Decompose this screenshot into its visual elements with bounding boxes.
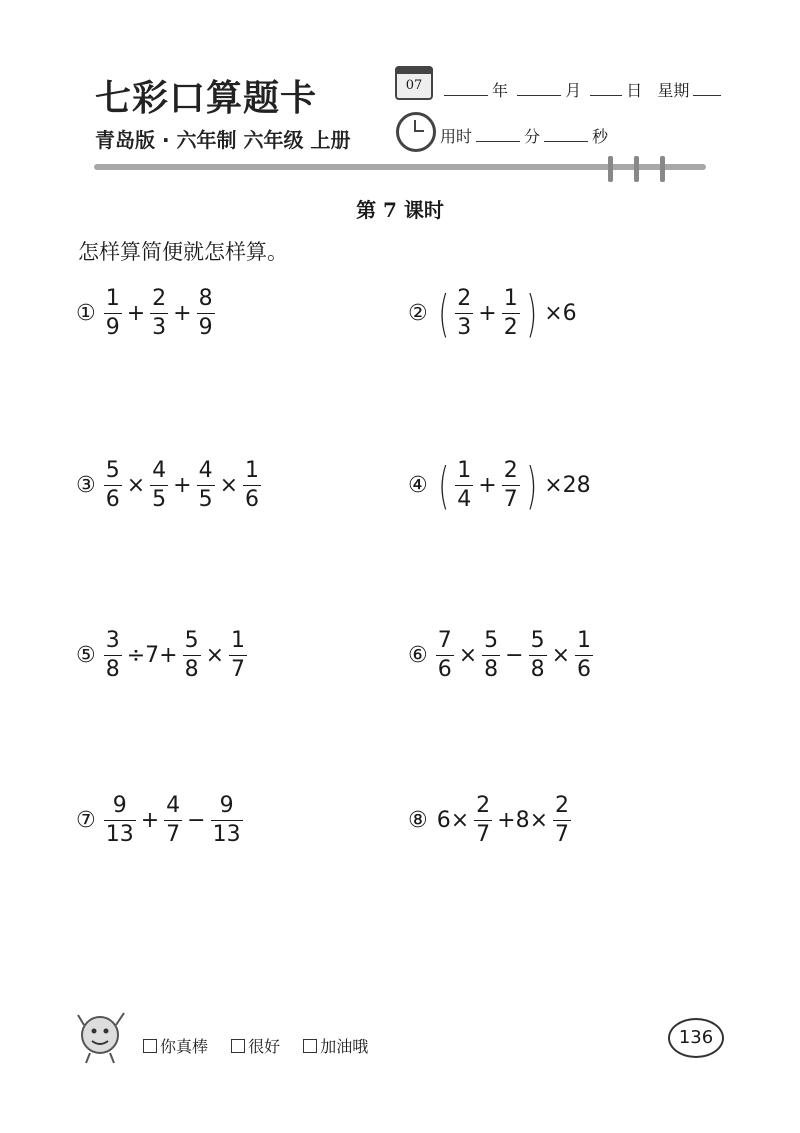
divider-peg [608,156,613,182]
minutes-label: 分 [524,127,541,146]
denominator: 6 [105,487,120,512]
checkbox[interactable] [231,1039,245,1053]
fraction [183,630,201,681]
fraction [455,288,473,339]
operator: × [219,473,239,498]
numerator: 2 [476,793,491,818]
operator: × [126,473,146,498]
denominator: 2 [503,315,518,340]
denominator: 7 [555,822,570,847]
numerator: 1 [577,628,592,653]
clock-icon [396,112,436,152]
operator: ÷7+ [126,643,178,668]
fraction [229,630,247,681]
denominator: 3 [457,315,472,340]
denominator: 13 [212,822,241,847]
numerator: 5 [105,458,120,483]
denominator: 8 [105,657,120,682]
denominator: 6 [577,657,592,682]
denominator: 8 [184,657,199,682]
date-line [440,78,725,101]
numerator: 7 [437,628,452,653]
divider-peg [660,156,665,182]
right-paren: ) [526,284,537,343]
fraction [474,795,492,846]
denominator: 7 [231,657,246,682]
fraction [104,288,122,339]
denominator: 6 [245,487,260,512]
operator: − [505,643,524,668]
rating-label: 加油哦 [320,1037,369,1056]
rating-label: 你真棒 [160,1037,209,1056]
left-paren: ( [438,284,449,343]
problem-1 [76,288,217,339]
problem-number: ⑥ [408,643,428,668]
operator: + [126,301,146,326]
numerator: 1 [231,628,246,653]
operator: × [458,643,478,668]
calendar-icon [395,66,433,100]
header-divider [94,164,706,170]
week-blank[interactable] [693,81,721,96]
numerator: 4 [198,458,213,483]
problem-4 [408,456,594,515]
rating-try-harder[interactable] [303,1037,368,1056]
denominator: 4 [457,487,472,512]
fraction [575,630,593,681]
problem-number: ① [76,301,96,326]
operator: + [140,808,160,833]
mascot-icon [70,1005,134,1067]
fraction [104,630,122,681]
operator: + [173,473,192,498]
minutes-blank[interactable] [476,127,520,142]
numerator: 1 [457,458,472,483]
fraction [104,795,136,846]
year-blank[interactable] [444,81,488,96]
operator: ×28 [544,473,591,498]
numerator: 3 [105,628,120,653]
checkbox[interactable] [143,1039,157,1053]
fraction [436,630,454,681]
fraction [211,795,243,846]
fraction [502,288,520,339]
denominator: 6 [437,657,452,682]
divider-peg [634,156,639,182]
right-paren: ) [526,456,537,515]
numerator: 5 [184,628,199,653]
month-label: 月 [565,81,582,100]
fraction [150,460,168,511]
problem-7 [76,795,245,846]
instruction: 怎样算简便就怎样算。 [78,240,288,264]
operator: + [173,301,192,326]
denominator: 3 [152,315,167,340]
time-used-label: 用时 [440,127,473,146]
week-label: 星期 [657,81,690,100]
month-blank[interactable] [517,81,561,96]
numerator: 2 [503,458,518,483]
year-label: 年 [492,81,509,100]
rating-good[interactable] [231,1037,280,1056]
fraction [243,460,261,511]
problem-number: ③ [76,473,96,498]
fraction [482,630,500,681]
denominator: 13 [105,822,134,847]
denominator: 9 [105,315,120,340]
numerator: 8 [198,286,213,311]
numerator: 2 [457,286,472,311]
problem-2 [408,284,580,343]
numerator: 5 [484,628,499,653]
operator: ×6 [544,301,577,326]
problem-5 [76,630,249,681]
fraction [455,460,473,511]
fraction [502,460,520,511]
rating-label: 很好 [248,1037,281,1056]
operator: + [478,473,497,498]
denominator: 5 [198,487,213,512]
rating-great[interactable] [143,1037,208,1056]
denominator: 7 [503,487,518,512]
numerator: 4 [166,793,181,818]
denominator: 8 [530,657,545,682]
problem-number: ④ [408,473,428,498]
time-line [440,124,608,147]
book-title: 七彩口算题卡 [95,77,318,119]
problem-6 [408,630,595,681]
fraction [529,630,547,681]
operator: 6× [436,808,470,833]
fraction [197,460,215,511]
operator: × [551,643,571,668]
left-paren: ( [438,456,449,515]
rating-options [143,1034,386,1057]
page-number: 136 [668,1018,724,1058]
problem-number: ⑧ [408,808,428,833]
operator: × [205,643,225,668]
day-label: 日 [626,81,643,100]
problem-number: ⑤ [76,643,96,668]
numerator: 9 [112,793,127,818]
problem-8 [408,795,573,846]
fraction [150,288,168,339]
day-blank[interactable] [590,81,622,96]
calendar-text: 07 [405,78,423,93]
numerator: 2 [152,286,167,311]
fraction [104,460,122,511]
lesson-title: 第 7 课时 [356,198,444,222]
fraction [164,795,182,846]
problem-number: ⑦ [76,808,96,833]
fraction [553,795,571,846]
numerator: 5 [530,628,545,653]
denominator: 7 [166,822,181,847]
numerator: 1 [105,286,120,311]
checkbox[interactable] [303,1039,317,1053]
seconds-blank[interactable] [544,127,588,142]
operator: +8× [497,808,549,833]
problem-3 [76,460,263,511]
seconds-label: 秒 [592,127,609,146]
numerator: 2 [555,793,570,818]
operator: − [187,808,206,833]
numerator: 1 [245,458,260,483]
operator: + [478,301,497,326]
problem-number: ② [408,301,428,326]
book-subtitle: 青岛版 · 六年制 六年级 上册 [95,128,351,152]
denominator: 9 [198,315,213,340]
numerator: 4 [152,458,167,483]
denominator: 5 [152,487,167,512]
fraction [197,288,215,339]
denominator: 7 [476,822,491,847]
numerator: 9 [219,793,234,818]
denominator: 8 [484,657,499,682]
numerator: 1 [503,286,518,311]
